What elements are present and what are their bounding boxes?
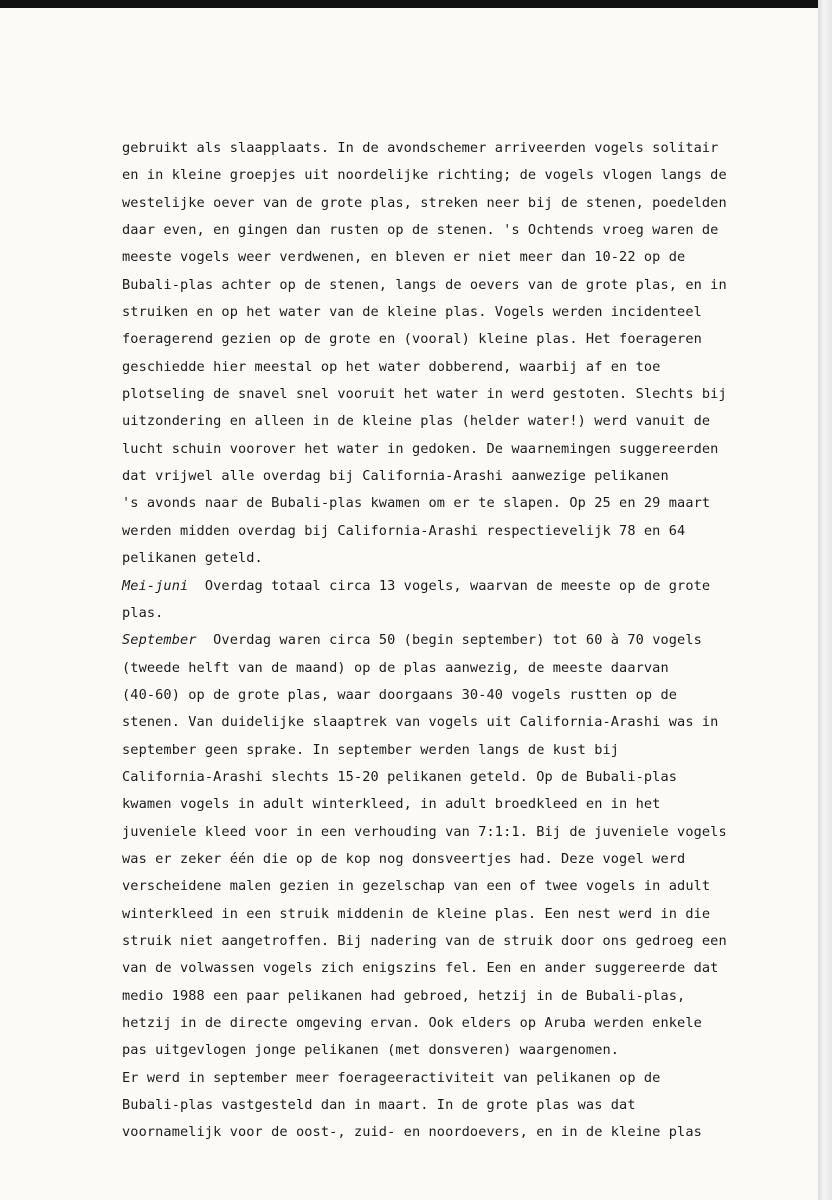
- text-line: van de volwassen vogels zich enigszins fel. Een en ander suggereerde dat: [122, 960, 719, 977]
- text-line: geschiedde hier meestal op het water dobberend, waarbij af en toe: [122, 358, 661, 375]
- text-line: medio 1988 een paar pelikanen had gebroed, hetzij in de Bubali-plas,: [122, 987, 686, 1004]
- text-line: struiken en op het water van de kleine plas. Vogels werden incidenteel: [122, 304, 702, 321]
- text-line: werden midden overdag bij California-Arashi respectievelijk 78 en 64: [122, 522, 686, 539]
- document-page: [0, 8, 819, 1200]
- text-line: Er werd in september meer foerageeractiviteit van pelikanen op de: [122, 1069, 661, 1086]
- body-text: [122, 135, 782, 1147]
- september-heading: September: [122, 632, 197, 649]
- text-line: (40-60) op de grote plas, waar doorgaans 30-40 vogels rustten op de: [122, 686, 678, 703]
- text-line: meeste vogels weer verdwenen, en bleven er niet meer dan 10-22 op de: [122, 249, 686, 266]
- page-edge: [818, 0, 832, 1200]
- text-line: voornamelijk voor de oost-, zuid- en noordoevers, en in de kleine plas: [122, 1124, 702, 1141]
- text-line: daar even, en gingen dan rusten op de stenen. 's Ochtends vroeg waren de: [122, 222, 719, 239]
- text-line: dat vrijwel alle overdag bij California-Arashi aanwezige pelikanen: [122, 468, 669, 485]
- september-text: Overdag waren circa 50 (begin september) tot 60 à 70 vogels: [196, 632, 702, 649]
- text-line: september geen sprake. In september werden langs de kust bij: [122, 741, 620, 758]
- text-line: plas.: [122, 604, 164, 621]
- text-line: pelikanen geteld.: [122, 550, 263, 567]
- text-line: California-Arashi slechts 15-20 pelikanen geteld. Op de Bubali-plas: [122, 768, 678, 785]
- september-line: [122, 627, 782, 654]
- text-line: foeragerend gezien op de grote en (vooral) kleine plas. Het foerageren: [122, 331, 702, 348]
- text-line: hetzij in de directe omgeving ervan. Ook elders op Aruba werden enkele: [122, 1015, 702, 1031]
- text-line: winterkleed in een struik middenin de kleine plas. Een nest werd in die: [122, 905, 711, 922]
- text-line: pas uitgevlogen jonge pelikanen (met donsveren) waargenomen.: [122, 1042, 620, 1059]
- text-line: uitzondering en alleen in de kleine plas (helder water!) werd vanuit de: [122, 413, 711, 430]
- text-line: plotseling de snavel snel vooruit het water in werd gestoten. Slechts bij: [122, 386, 727, 403]
- text-line: struik niet aangetroffen. Bij nadering van de struik door ons gedroeg een: [122, 932, 727, 949]
- text-line: (tweede helft van de maand) op de plas aanwezig, de meeste daarvan: [122, 659, 669, 676]
- text-line: westelijke oever van de grote plas, streken neer bij de stenen, poedelden: [122, 194, 727, 211]
- text-line: juveniele kleed voor in een verhouding van 7:1:1. Bij de juveniele vogels: [122, 823, 727, 840]
- text-line: was er zeker één die op de kop nog donsveertjes had. Deze vogel werd: [122, 850, 686, 867]
- text-line: Bubali-plas vastgesteld dan in maart. In de grote plas was dat: [122, 1097, 636, 1114]
- text-line: verscheidene malen gezien in gezelschap van een of twee vogels in adult: [122, 878, 711, 895]
- mei-juni-line: [122, 573, 782, 600]
- text-line: stenen. Van duidelijke slaaptrek van vogels uit California-Arashi was in: [122, 714, 719, 731]
- scan-top-edge: [0, 0, 832, 8]
- mei-juni-heading: Mei-juni: [122, 577, 189, 594]
- text-line: 's avonds naar de Bubali-plas kwamen om er te slapen. Op 25 en 29 maart: [122, 495, 711, 512]
- text-line: kwamen vogels in adult winterkleed, in adult broedkleed en in het: [122, 796, 661, 813]
- mei-juni-text: Overdag totaal circa 13 vogels, waarvan de meeste op de grote: [188, 577, 711, 594]
- text-line: Bubali-plas achter op de stenen, langs de oevers van de grote plas, en in: [122, 276, 727, 293]
- text-line: en in kleine groepjes uit noordelijke richting; de vogels vlogen langs de: [122, 167, 727, 184]
- text-line: lucht schuin voorover het water in gedoken. De waarnemingen suggereerden: [122, 440, 719, 457]
- text-line: gebruikt als slaapplaats. In de avondschemer arriveerden vogels solitair: [122, 140, 719, 156]
